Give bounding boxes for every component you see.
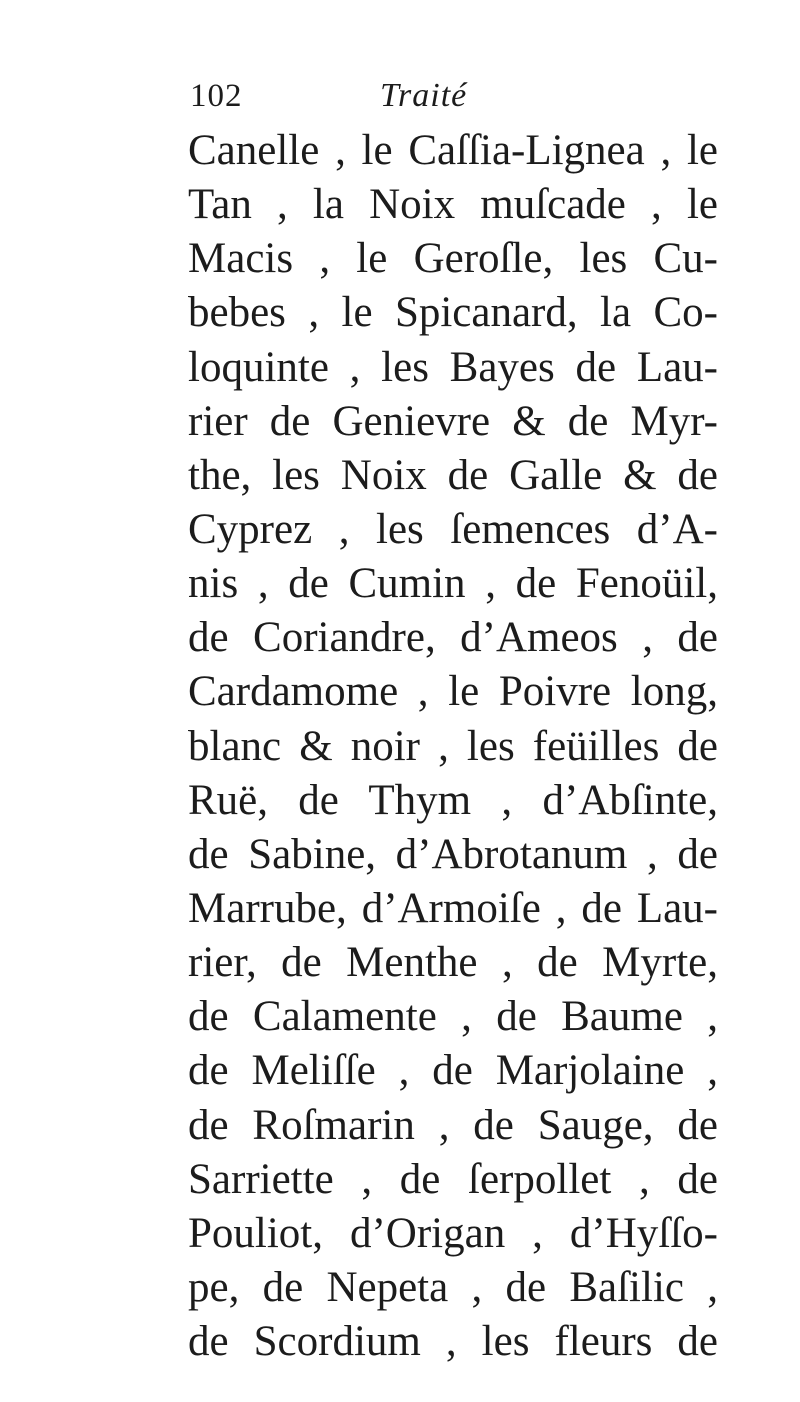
text-line: de Coriandre, d’Ameos , de [188,614,718,662]
text-line: pe, de Nepeta , de Baſilic , [188,1263,718,1311]
text-line: the, les Noix de Galle & de [188,451,718,499]
text-line: Ruë, de Thym , d’Abſinte, [188,776,718,824]
text-line: Canelle , le Caſſia-Lignea , le [188,127,718,174]
text-line: nis , de Cumin , de Fenoüil, [188,560,718,608]
text-line: de Calamente , de Baume , [188,993,718,1041]
text-line: bebes , le Spicanard, la Co- [188,289,718,337]
text-line: rier de Genievre & de Myr- [188,397,718,445]
running-head [190,76,710,120]
page-number: 102 [190,78,243,114]
text-line: de Meliſſe , de Marjolaine , [188,1047,718,1095]
text-line: Marrube, d’Armoiſe , de Lau- [188,884,718,932]
text-line: rier, de Menthe , de Myrte, [188,939,718,987]
text-line: de Scordium , les fleurs de [188,1318,718,1366]
text-line: Sarriette , de ſerpollet , de [188,1155,718,1203]
text-line: Macis , le Geroſle, les Cu- [188,235,718,283]
text-line: loquinte , les Bayes de Lau- [188,343,718,391]
text-line: Tan , la Noix muſcade , le [188,181,718,229]
text-line: blanc & noir , les feüilles de [188,722,718,770]
text-line: Cardamome , le Poivre long, [188,668,718,716]
body-text [188,124,718,1369]
text-line: Cyprez , les ſemences d’A- [188,505,718,553]
running-title: Traité [380,77,468,114]
text-line: de Sabine, d’Abrotanum , de [188,830,718,878]
text-line: de Roſmarin , de Sauge, de [188,1101,718,1149]
text-line: Pouliot, d’Origan , d’Hyſſo- [188,1209,718,1257]
